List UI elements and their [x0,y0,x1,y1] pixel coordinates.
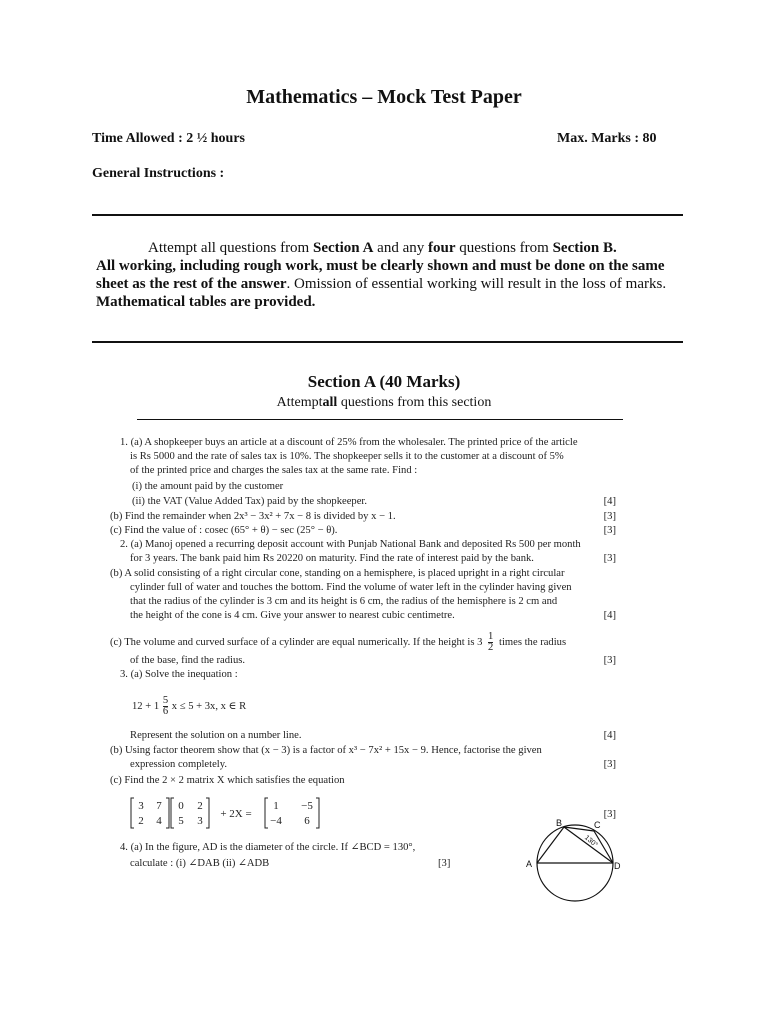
circle-figure [522,817,622,909]
time-allowed: Time Allowed : 2 ½ hours [92,131,245,146]
matrix-cell: 6 [304,815,310,827]
instr-bold: Section B. [552,240,617,256]
question-line: of the base, find the radius. [130,655,246,666]
question-line: calculate : (i) ∠DAB (ii) ∠ADB [130,858,270,869]
fraction-numerator: 1 [488,631,494,642]
point-label-a: A [526,859,533,869]
question-line: 1. (a) A shopkeeper buys an article at a discount of 25% from the wholesaler. The printed price of the article [120,437,578,448]
section-a-heading: Section A (40 Marks) [307,372,461,391]
question-line: is Rs 5000 and the rate of sales tax is 10%. The shopkeeper sells it to the customer at a discount of 5% [130,451,564,462]
matrix-cell: 7 [156,800,162,812]
divider-middle [92,341,683,343]
marks-label: [4] [603,610,616,621]
inequation [132,696,246,717]
question-line: for 3 years. The bank paid him Rs 20220 on maturity. Find the rate of interest paid by the bank. [130,553,534,564]
instr-bold: Section A [312,240,374,256]
question-text: times the radius [499,636,567,648]
matrix-cell: −4 [270,815,282,827]
question-line: (b) Find the remainder when 2x³ − 3x² + 7x − 8 is divided by x − 1. [110,511,396,522]
question-text: (c) The volume and curved surface of a cylinder are equal numerically. If the height is 3 [110,636,483,648]
matrix-cell: 2 [138,815,144,827]
point-label-d: D [614,861,621,871]
question-line: (c) Find the 2 × 2 matrix X which satisfies the equation [110,775,345,786]
instr-text: . Omission of essential working will result in the loss of marks. [286,276,667,292]
marks-label: [4] [603,730,616,741]
matrix-cell: 3 [138,800,144,812]
attempt-text: questions from this section [340,395,492,410]
question-line: Represent the solution on a number line. [130,730,302,741]
matrix-cell: −5 [301,800,313,812]
question-line: expression completely. [130,759,227,770]
marks-label: [4] [603,496,616,507]
fraction-denominator: 2 [488,642,494,653]
question-line: of the printed price and charges the sales tax at the same rate. Find : [130,465,418,476]
marks-label: [3] [603,525,616,536]
equation-text: 12 + 1 [132,700,160,712]
max-marks: Max. Marks : 80 [557,131,657,146]
matrix-cell: 3 [197,815,203,827]
section-a-instruction [0,395,768,411]
instr-text: Attempt all questions from [148,240,313,256]
question-line: (c) Find the value of : cosec (65° + θ) − sec (25° − θ). [110,525,338,536]
marks-label: [3] [603,655,616,666]
instr-bold: All working, including rough work, must be clearly shown and must be done on the same sheet as the rest of the answer [96,258,665,292]
divider-section [137,419,623,420]
instr-text: and any [373,240,428,256]
question-line: that the radius of the cylinder is 3 cm and its height is 6 cm, the radius of the hemisphere is 2 cm and [130,596,558,607]
chord-cd [594,831,613,863]
questions-block [110,436,616,876]
chord-bd [564,827,613,863]
angle-label: 130° [582,834,599,849]
attempt-bold: all [322,395,338,410]
attempt-text: Attempt [276,395,323,410]
general-instructions-heading: General Instructions : [92,166,225,181]
question-line: 4. (a) In the figure, AD is the diameter of the circle. If ∠BCD = 130°, [120,842,416,853]
point-label-b: B [556,818,563,828]
fraction-numerator: 5 [162,695,169,706]
fraction [163,696,168,717]
question-line: cylinder full of water and touches the bottom. Find the volume of water left in the cylinder having given [130,582,572,593]
point-label-c: C [594,820,601,830]
matrix-cell: 5 [178,815,184,827]
matrix-cell: 4 [156,815,162,827]
question-line: (i) the amount paid by the customer [132,481,284,492]
matrix-cell: 0 [178,800,184,812]
matrix-equation [130,796,340,837]
question-line: 3. (a) Solve the inequation : [120,669,238,680]
instr-bold: Mathematical tables are provided. [96,294,316,310]
marks-label: [3] [603,511,616,522]
question-line: (ii) the VAT (Value Added Tax) paid by the shopkeeper. [132,496,368,507]
question-line: (b) Using factor theorem show that (x − 3) is a factor of x³ − 7x² + 15x − 9. Hence, factorise the given [110,745,542,756]
marks-label: [3] [603,759,616,770]
paper-title: Mathematics – Mock Test Paper [246,86,522,108]
question-line: 2. (a) Manoj opened a recurring deposit account with Punjab National Bank and deposited Rs 500 per month [120,539,581,550]
matrix-cell: 2 [197,800,203,812]
fraction-denominator: 6 [162,706,169,717]
divider-top [92,214,683,216]
question-line: (b) A solid consisting of a right circular cone, standing on a hemisphere, is placed upright in a right circular [110,568,565,579]
marks-label: [3] [603,809,616,820]
instructions-block [96,239,696,311]
instr-text: questions from [455,240,553,256]
instr-bold: four [427,240,456,256]
matrix-equation-svg [130,796,340,832]
matrix-cell: 1 [273,800,279,812]
equation-text: x ≤ 5 + 3x, x ∈ R [171,700,247,712]
matrix-operator: + 2X = [220,808,252,820]
marks-label: [3] [603,553,616,564]
question-line: the height of the cone is 4 cm. Give your answer to nearest cubic centimetre. [130,610,455,621]
marks-label: [3] [438,858,451,869]
question-line [110,632,566,653]
fraction [488,632,493,653]
